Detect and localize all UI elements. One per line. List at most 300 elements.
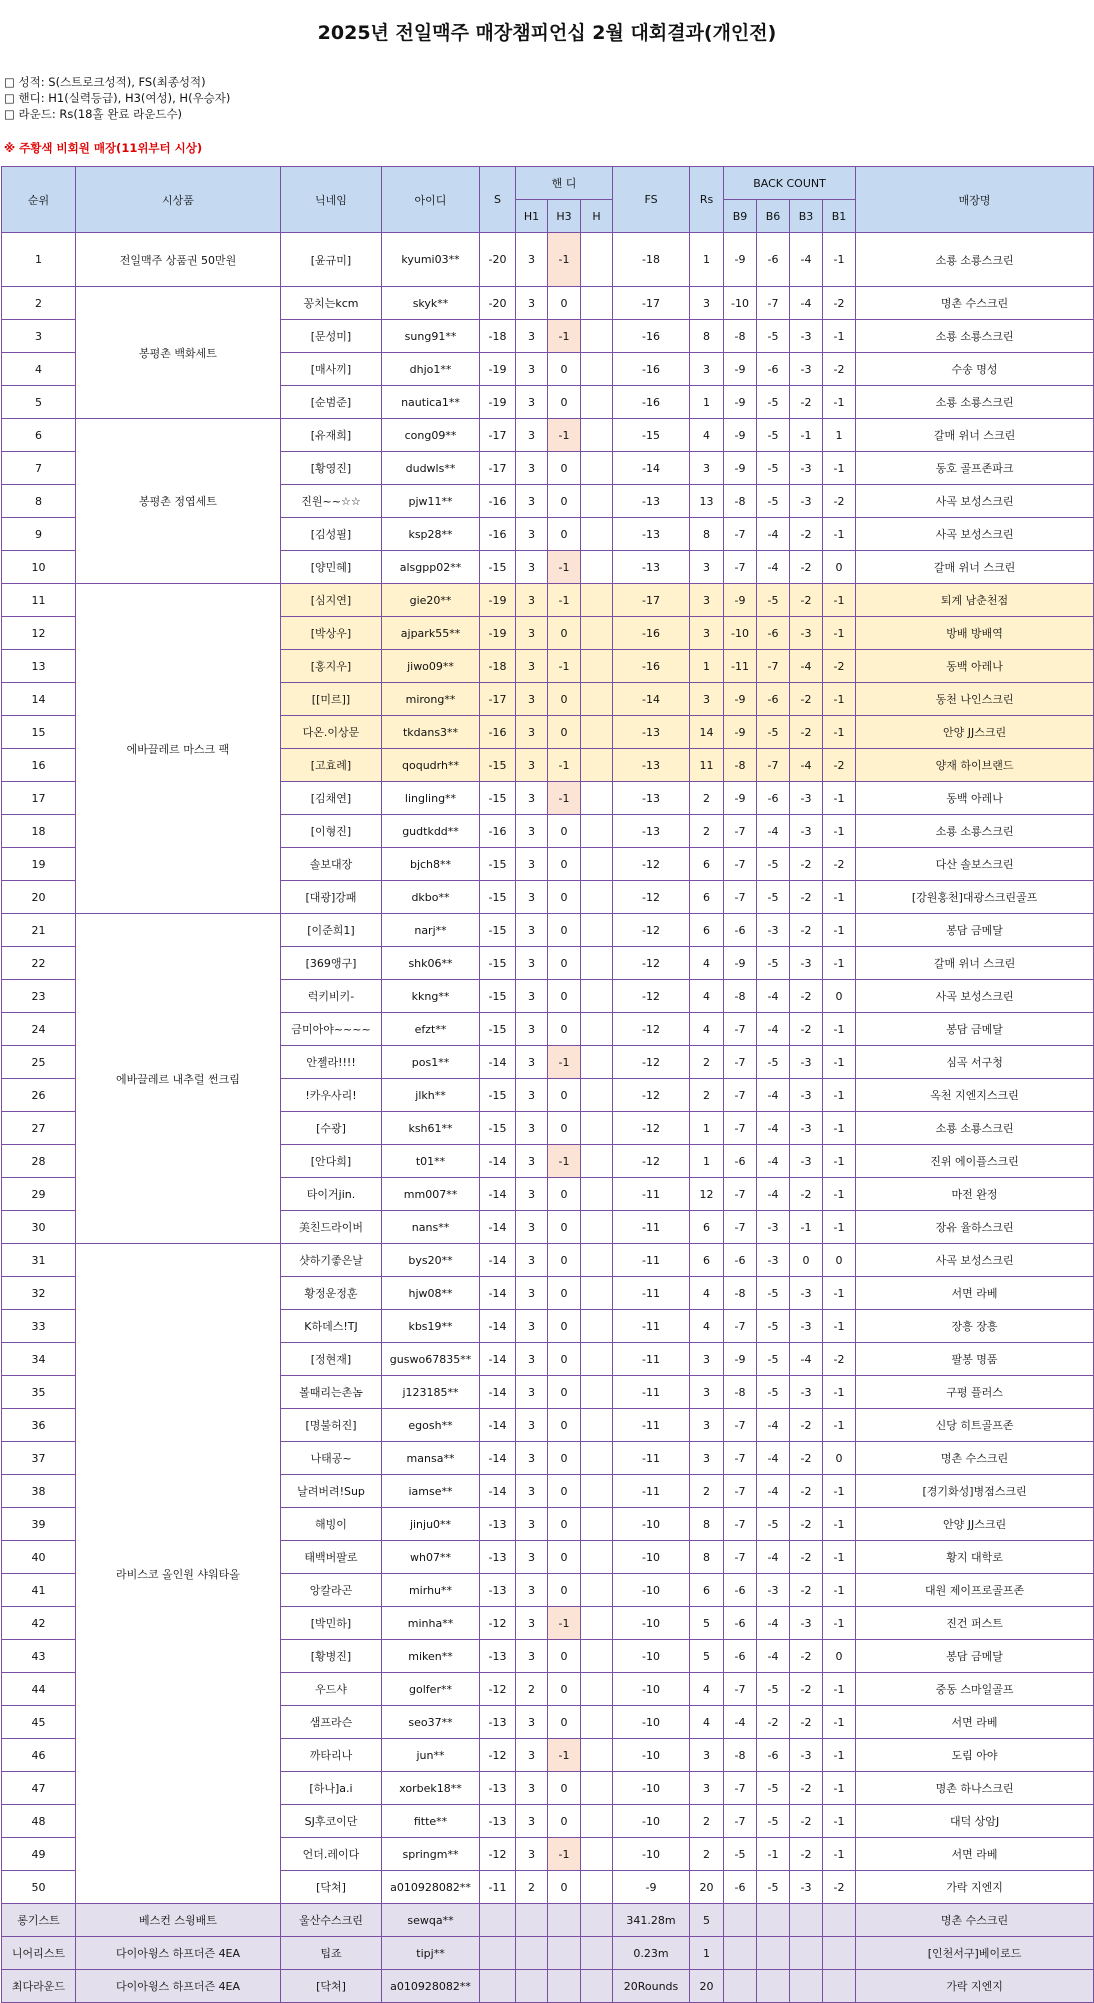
handicap-h1-cell: 3 <box>516 1244 548 1277</box>
handicap-h-cell <box>581 1277 613 1310</box>
handicap-h-cell <box>581 1574 613 1607</box>
score-cell: -15 <box>480 848 516 881</box>
back3-cell: -3 <box>790 1145 823 1178</box>
handicap-h-cell <box>581 1211 613 1244</box>
back3-cell <box>790 1904 823 1937</box>
back1-cell: -1 <box>823 1706 856 1739</box>
back1-cell: 0 <box>823 551 856 584</box>
rank-cell: 4 <box>2 353 76 386</box>
header-s: S <box>480 167 516 233</box>
rounds-cell: 4 <box>690 947 724 980</box>
final-score-cell: -13 <box>613 749 690 782</box>
score-cell: -15 <box>480 782 516 815</box>
back9-cell: -10 <box>724 287 757 320</box>
rank-cell: 45 <box>2 1706 76 1739</box>
store-name-cell: 사곡 보성스크린 <box>856 518 1094 551</box>
handicap-h-cell <box>581 419 613 452</box>
nickname-cell: 다온.이상문 <box>281 716 382 749</box>
score-cell: -14 <box>480 1343 516 1376</box>
back9-cell: -7 <box>724 881 757 914</box>
user-id-cell: springm** <box>382 1838 480 1871</box>
award-type-cell: 롱기스트 <box>2 1904 76 1937</box>
handicap-h-cell <box>581 1244 613 1277</box>
back3-cell: -2 <box>790 881 823 914</box>
user-id-cell: jiwo09** <box>382 650 480 683</box>
final-score-cell: -12 <box>613 1079 690 1112</box>
score-cell: -15 <box>480 947 516 980</box>
final-score-cell: -12 <box>613 1112 690 1145</box>
back1-cell: -2 <box>823 1343 856 1376</box>
back6-cell: -5 <box>757 947 790 980</box>
back3-cell: -1 <box>790 419 823 452</box>
back9-cell: -7 <box>724 1442 757 1475</box>
back3-cell: -2 <box>790 1838 823 1871</box>
back3-cell: -2 <box>790 1508 823 1541</box>
back3-cell: -2 <box>790 848 823 881</box>
back6-cell: -5 <box>757 1871 790 1904</box>
handicap-h1-cell: 3 <box>516 1277 548 1310</box>
back9-cell: -7 <box>724 815 757 848</box>
rank-cell: 38 <box>2 1475 76 1508</box>
handicap-h1-cell: 2 <box>516 1673 548 1706</box>
back6-cell: -1 <box>757 1838 790 1871</box>
back9-cell: -7 <box>724 848 757 881</box>
record-cell: 20Rounds <box>613 1970 690 2003</box>
back9-cell: -7 <box>724 1211 757 1244</box>
nickname-cell: [양민혜] <box>281 551 382 584</box>
nickname-cell: [김채연] <box>281 782 382 815</box>
rank-cell: 17 <box>2 782 76 815</box>
back6-cell: -5 <box>757 1343 790 1376</box>
handicap-h1-cell: 2 <box>516 1871 548 1904</box>
nickname-cell: [유재희] <box>281 419 382 452</box>
rounds-cell: 5 <box>690 1904 724 1937</box>
user-id-cell: shk06** <box>382 947 480 980</box>
rounds-cell: 4 <box>690 1673 724 1706</box>
final-score-cell: -11 <box>613 1409 690 1442</box>
handicap-h-cell <box>581 1475 613 1508</box>
handicap-h1-cell: 3 <box>516 683 548 716</box>
final-score-cell: -11 <box>613 1310 690 1343</box>
user-id-cell: bys20** <box>382 1244 480 1277</box>
user-id-cell: wh07** <box>382 1541 480 1574</box>
user-id-cell: qoqudrh** <box>382 749 480 782</box>
back3-cell: -2 <box>790 1640 823 1673</box>
rank-cell: 44 <box>2 1673 76 1706</box>
back1-cell: -1 <box>823 881 856 914</box>
back6-cell: -6 <box>757 1739 790 1772</box>
user-id-cell: ksp28** <box>382 518 480 551</box>
back6-cell: -5 <box>757 1772 790 1805</box>
handicap-h-cell <box>581 617 613 650</box>
handicap-h3-cell: 0 <box>548 914 581 947</box>
store-name-cell: 소룡 소룡스크린 <box>856 233 1094 287</box>
back3-cell: -3 <box>790 815 823 848</box>
final-score-cell: -12 <box>613 980 690 1013</box>
back6-cell: -3 <box>757 1211 790 1244</box>
handicap-h-cell <box>581 1937 613 1970</box>
user-id-cell: jlkh** <box>382 1079 480 1112</box>
table-row <box>2 914 1094 947</box>
prize-cell: 전일맥주 상품권 50만원 <box>76 233 281 287</box>
store-name-cell: 도림 아야 <box>856 1739 1094 1772</box>
user-id-cell: bjch8** <box>382 848 480 881</box>
nickname-cell: [하나]a.i <box>281 1772 382 1805</box>
back6-cell: -4 <box>757 815 790 848</box>
rounds-cell: 6 <box>690 848 724 881</box>
nickname-cell: [정현재] <box>281 1343 382 1376</box>
rounds-cell: 3 <box>690 683 724 716</box>
handicap-h-cell <box>581 1772 613 1805</box>
handicap-h1-cell: 3 <box>516 1475 548 1508</box>
back6-cell <box>757 1970 790 2003</box>
score-cell: -14 <box>480 1442 516 1475</box>
handicap-h1-cell: 3 <box>516 419 548 452</box>
nickname-cell: !카우사리! <box>281 1079 382 1112</box>
back1-cell <box>823 1937 856 1970</box>
nickname-cell: [수광] <box>281 1112 382 1145</box>
back3-cell: -2 <box>790 1574 823 1607</box>
handicap-h3-cell: 0 <box>548 1244 581 1277</box>
handicap-h1-cell: 3 <box>516 1772 548 1805</box>
store-name-cell: 서면 라베 <box>856 1838 1094 1871</box>
back6-cell: -5 <box>757 452 790 485</box>
award-type-cell: 최다라운드 <box>2 1970 76 2003</box>
header-b3: B3 <box>790 200 823 233</box>
nickname-cell: [박상우] <box>281 617 382 650</box>
user-id-cell: a010928082** <box>382 1970 480 2003</box>
handicap-h1-cell: 3 <box>516 1640 548 1673</box>
back6-cell: -5 <box>757 1673 790 1706</box>
back3-cell: -2 <box>790 386 823 419</box>
back9-cell <box>724 1904 757 1937</box>
handicap-h3-cell: 0 <box>548 1574 581 1607</box>
back6-cell: -5 <box>757 1046 790 1079</box>
handicap-h3-cell: -1 <box>548 782 581 815</box>
score-cell: -15 <box>480 749 516 782</box>
handicap-h3-cell: 0 <box>548 1277 581 1310</box>
final-score-cell: -9 <box>613 1871 690 1904</box>
back6-cell: -3 <box>757 914 790 947</box>
user-id-cell: j123185** <box>382 1376 480 1409</box>
score-cell: -13 <box>480 1541 516 1574</box>
nickname-cell: 날려버려!Sup <box>281 1475 382 1508</box>
nickname-cell: 샷하기좋은날 <box>281 1244 382 1277</box>
header-prize: 시상품 <box>76 167 281 233</box>
back6-cell: -4 <box>757 1442 790 1475</box>
rank-cell: 15 <box>2 716 76 749</box>
handicap-h3-cell: 0 <box>548 716 581 749</box>
user-id-cell: nautica1** <box>382 386 480 419</box>
back3-cell: -2 <box>790 716 823 749</box>
back6-cell: -6 <box>757 617 790 650</box>
score-cell: -12 <box>480 1673 516 1706</box>
final-score-cell: -13 <box>613 716 690 749</box>
store-name-cell: 동천 나인스크린 <box>856 683 1094 716</box>
handicap-h1-cell: 3 <box>516 518 548 551</box>
back1-cell: -1 <box>823 1574 856 1607</box>
handicap-h-cell <box>581 1079 613 1112</box>
rounds-cell: 1 <box>690 1112 724 1145</box>
back6-cell: -6 <box>757 233 790 287</box>
back1-cell: -1 <box>823 320 856 353</box>
handicap-h3-cell: -1 <box>548 320 581 353</box>
rounds-cell: 2 <box>690 1805 724 1838</box>
handicap-h1-cell: 3 <box>516 947 548 980</box>
store-name-cell: 마전 완정 <box>856 1178 1094 1211</box>
handicap-h3-cell: 0 <box>548 1343 581 1376</box>
handicap-h1-cell: 3 <box>516 1442 548 1475</box>
nickname-cell: 진원~~☆☆ <box>281 485 382 518</box>
handicap-h-cell <box>581 683 613 716</box>
prize-cell: 베스컨 스윙배트 <box>76 1904 281 1937</box>
rounds-cell: 3 <box>690 551 724 584</box>
store-name-cell: [인천서구]베이로드 <box>856 1937 1094 1970</box>
back3-cell: -2 <box>790 914 823 947</box>
store-name-cell: 동백 아레나 <box>856 782 1094 815</box>
handicap-h1-cell: 3 <box>516 1607 548 1640</box>
back6-cell: -4 <box>757 1079 790 1112</box>
back1-cell: -1 <box>823 914 856 947</box>
back9-cell: -7 <box>724 1772 757 1805</box>
score-cell: -13 <box>480 1772 516 1805</box>
handicap-h3-cell: 0 <box>548 452 581 485</box>
store-name-cell: 명촌 하나스크린 <box>856 1772 1094 1805</box>
prize-cell: 에바끌레르 마스크 팩 <box>76 584 281 914</box>
score-cell: -14 <box>480 1277 516 1310</box>
rounds-cell: 2 <box>690 1475 724 1508</box>
rank-cell: 23 <box>2 980 76 1013</box>
handicap-h-cell <box>581 947 613 980</box>
record-cell: 341.28m <box>613 1904 690 1937</box>
rounds-cell: 1 <box>690 233 724 287</box>
score-cell: -12 <box>480 1739 516 1772</box>
back9-cell: -7 <box>724 1079 757 1112</box>
back1-cell: -1 <box>823 1772 856 1805</box>
store-name-cell: [강원홍천]대광스크린골프 <box>856 881 1094 914</box>
final-score-cell: -10 <box>613 1838 690 1871</box>
handicap-h-cell <box>581 485 613 518</box>
user-id-cell: t01** <box>382 1145 480 1178</box>
store-name-cell: 동백 아레나 <box>856 650 1094 683</box>
back9-cell: -7 <box>724 1112 757 1145</box>
back6-cell: -5 <box>757 1805 790 1838</box>
back1-cell: -1 <box>823 1145 856 1178</box>
handicap-h1-cell: 3 <box>516 1046 548 1079</box>
back3-cell: -3 <box>790 1739 823 1772</box>
back6-cell: -5 <box>757 848 790 881</box>
back1-cell: -2 <box>823 287 856 320</box>
rounds-cell: 4 <box>690 1277 724 1310</box>
back3-cell: -2 <box>790 1706 823 1739</box>
score-cell <box>480 1970 516 2003</box>
nickname-cell: [순범준] <box>281 386 382 419</box>
rounds-cell: 6 <box>690 1244 724 1277</box>
back9-cell: -4 <box>724 1706 757 1739</box>
back9-cell <box>724 1970 757 2003</box>
rank-cell: 7 <box>2 452 76 485</box>
prize-cell: 에바끌레르 내추럴 썬크림 <box>76 914 281 1244</box>
score-cell: -15 <box>480 1013 516 1046</box>
handicap-h3-cell: 0 <box>548 1871 581 1904</box>
nickname-cell: 안젤라!!!! <box>281 1046 382 1079</box>
back3-cell: -3 <box>790 617 823 650</box>
back3-cell: -4 <box>790 749 823 782</box>
back3-cell: -3 <box>790 320 823 353</box>
store-name-cell: 퇴계 남춘천점 <box>856 584 1094 617</box>
back1-cell: -1 <box>823 584 856 617</box>
handicap-h-cell <box>581 1442 613 1475</box>
rank-cell: 25 <box>2 1046 76 1079</box>
back9-cell: -8 <box>724 1376 757 1409</box>
user-id-cell: fitte** <box>382 1805 480 1838</box>
header-h: H <box>581 200 613 233</box>
back9-cell: -6 <box>724 1640 757 1673</box>
back9-cell: -8 <box>724 320 757 353</box>
score-cell: -13 <box>480 1706 516 1739</box>
store-name-cell: 팔봉 명품 <box>856 1343 1094 1376</box>
final-score-cell: -10 <box>613 1739 690 1772</box>
rounds-cell: 4 <box>690 980 724 1013</box>
back6-cell: -5 <box>757 584 790 617</box>
handicap-h1-cell: 3 <box>516 1541 548 1574</box>
back1-cell: -2 <box>823 650 856 683</box>
back9-cell: -7 <box>724 1508 757 1541</box>
final-score-cell: -11 <box>613 1244 690 1277</box>
user-id-cell: guswo67835** <box>382 1343 480 1376</box>
handicap-h-cell <box>581 1112 613 1145</box>
handicap-h-cell <box>581 716 613 749</box>
handicap-h-cell <box>581 749 613 782</box>
final-score-cell: -11 <box>613 1211 690 1244</box>
rounds-cell: 3 <box>690 584 724 617</box>
prize-cell: 봉평촌 정엽세트 <box>76 419 281 584</box>
final-score-cell: -12 <box>613 1046 690 1079</box>
nickname-cell: 꽁치는kcm <box>281 287 382 320</box>
rank-cell: 18 <box>2 815 76 848</box>
back9-cell: -5 <box>724 1838 757 1871</box>
rounds-cell: 1 <box>690 1937 724 1970</box>
store-name-cell: 갈매 위너 스크린 <box>856 419 1094 452</box>
rounds-cell: 2 <box>690 1838 724 1871</box>
nickname-cell: [황영진] <box>281 452 382 485</box>
back3-cell: -2 <box>790 1409 823 1442</box>
back9-cell: -9 <box>724 386 757 419</box>
final-score-cell: -11 <box>613 1343 690 1376</box>
user-id-cell: golfer** <box>382 1673 480 1706</box>
special-award-row <box>2 1970 1094 2003</box>
handicap-h3-cell: 0 <box>548 881 581 914</box>
rank-cell: 3 <box>2 320 76 353</box>
back3-cell: -2 <box>790 1805 823 1838</box>
user-id-cell: tkdans3** <box>382 716 480 749</box>
back6-cell: -4 <box>757 980 790 1013</box>
handicap-h1-cell: 3 <box>516 485 548 518</box>
final-score-cell: -12 <box>613 1013 690 1046</box>
handicap-h1-cell: 3 <box>516 1013 548 1046</box>
back3-cell: -3 <box>790 947 823 980</box>
rank-cell: 46 <box>2 1739 76 1772</box>
final-score-cell: -17 <box>613 287 690 320</box>
back3-cell: -2 <box>790 1772 823 1805</box>
score-cell <box>480 1937 516 1970</box>
back1-cell: -1 <box>823 683 856 716</box>
handicap-h1-cell: 3 <box>516 749 548 782</box>
back3-cell: -2 <box>790 1475 823 1508</box>
back1-cell: -1 <box>823 1673 856 1706</box>
back9-cell: -9 <box>724 584 757 617</box>
back3-cell: -2 <box>790 1442 823 1475</box>
handicap-h3-cell: 0 <box>548 1805 581 1838</box>
handicap-h-cell <box>581 1178 613 1211</box>
final-score-cell: -12 <box>613 914 690 947</box>
back1-cell: -1 <box>823 1277 856 1310</box>
back1-cell: -1 <box>823 1310 856 1343</box>
header-h3: H3 <box>548 200 581 233</box>
store-name-cell: 명촌 수스크린 <box>856 1904 1094 1937</box>
store-name-cell: 가락 지엔지 <box>856 1871 1094 1904</box>
handicap-h1-cell: 3 <box>516 320 548 353</box>
store-name-cell: 장유 율하스크린 <box>856 1211 1094 1244</box>
back1-cell: 1 <box>823 419 856 452</box>
rank-cell: 9 <box>2 518 76 551</box>
special-award-row <box>2 1904 1094 1937</box>
handicap-h3-cell: 0 <box>548 683 581 716</box>
score-cell: -19 <box>480 584 516 617</box>
user-id-cell: ajpark55** <box>382 617 480 650</box>
rounds-cell: 3 <box>690 1739 724 1772</box>
handicap-h3-cell: 0 <box>548 1178 581 1211</box>
back9-cell: -9 <box>724 716 757 749</box>
handicap-h-cell <box>581 551 613 584</box>
final-score-cell: -18 <box>613 233 690 287</box>
handicap-h1-cell: 3 <box>516 353 548 386</box>
nickname-cell: 우드샤 <box>281 1673 382 1706</box>
score-cell: -13 <box>480 1574 516 1607</box>
back1-cell: -1 <box>823 1409 856 1442</box>
handicap-h-cell <box>581 518 613 551</box>
nickname-cell: 언더.레이다 <box>281 1838 382 1871</box>
score-cell: -14 <box>480 1178 516 1211</box>
rounds-cell: 6 <box>690 914 724 947</box>
back1-cell: -1 <box>823 782 856 815</box>
score-cell: -19 <box>480 617 516 650</box>
final-score-cell: -17 <box>613 584 690 617</box>
back6-cell: -5 <box>757 485 790 518</box>
store-name-cell: 진위 에이플스크린 <box>856 1145 1094 1178</box>
back1-cell: -1 <box>823 617 856 650</box>
header-id: 아이디 <box>382 167 480 233</box>
handicap-h3-cell: -1 <box>548 551 581 584</box>
handicap-h3-cell: 0 <box>548 1310 581 1343</box>
header-b1: B1 <box>823 200 856 233</box>
handicap-h3-cell: -1 <box>548 650 581 683</box>
score-cell: -19 <box>480 353 516 386</box>
store-name-cell: 사곡 보성스크린 <box>856 1244 1094 1277</box>
user-id-cell: dudwls** <box>382 452 480 485</box>
rank-cell: 19 <box>2 848 76 881</box>
back3-cell: -3 <box>790 1079 823 1112</box>
rounds-cell: 3 <box>690 1442 724 1475</box>
rounds-cell: 8 <box>690 1541 724 1574</box>
user-id-cell: hjw08** <box>382 1277 480 1310</box>
back3-cell: -3 <box>790 1310 823 1343</box>
back6-cell: -6 <box>757 782 790 815</box>
score-cell: -11 <box>480 1871 516 1904</box>
handicap-h1-cell <box>516 1970 548 2003</box>
handicap-h1-cell: 3 <box>516 452 548 485</box>
store-name-cell: 갈매 위너 스크린 <box>856 947 1094 980</box>
